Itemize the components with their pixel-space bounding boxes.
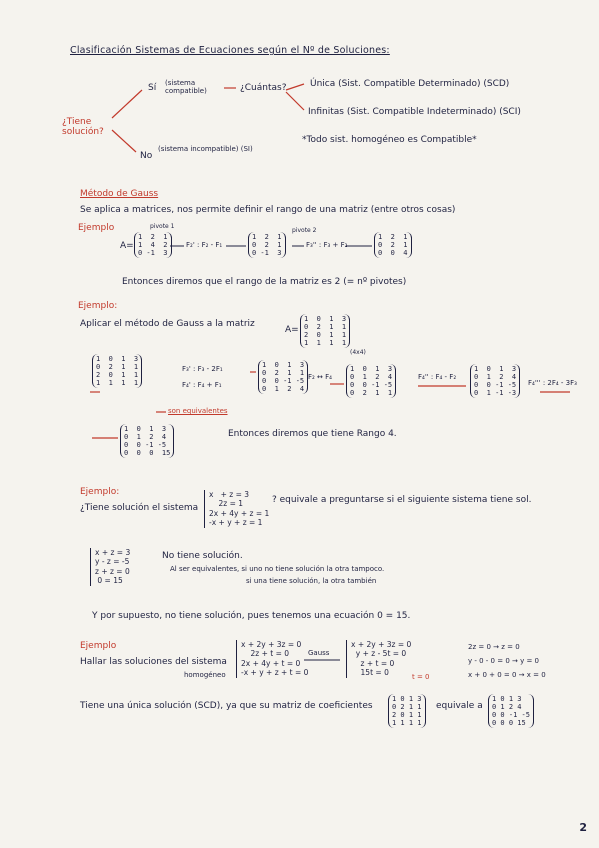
example2-label: Ejemplo: bbox=[78, 301, 118, 311]
example3-system: x + z = 3 2z = 1 2x + 4y + z = 1 -x + y + z = 1 bbox=[204, 490, 269, 528]
example1-label: Ejemplo bbox=[78, 223, 115, 233]
example2-m4: 1 0 1 3 0 1 2 4 0 0 -1 -5 0 1 -1 -3 bbox=[470, 364, 520, 398]
gauss-arrow-label: Gauss bbox=[308, 649, 330, 657]
branch-arrow-yes bbox=[112, 90, 142, 118]
example1-matrix: 1 2 1 1 4 2 0 -1 3 bbox=[134, 232, 172, 258]
example4-sol2: y - 0 - 0 = 0 → y = 0 bbox=[468, 657, 539, 665]
example1-op1: F₂' : F₂ - F₁ bbox=[186, 241, 223, 249]
yes-type: (sistema compatible) bbox=[165, 79, 207, 95]
question-has-solution: ¿Tiene solución? bbox=[62, 117, 104, 137]
example4-label: Ejemplo bbox=[80, 641, 117, 651]
example3-equiv1: Al ser equivalentes, si uno no tiene solución la otra tampoco. bbox=[170, 565, 385, 573]
example1-matrix-name: A= bbox=[120, 241, 134, 251]
example3-system2: x + z = 3 y - z = -5 z + z = 0 0 = 15 bbox=[90, 548, 130, 586]
page-number: 2 bbox=[579, 821, 587, 834]
example1-matrix2: 1 2 1 0 2 1 0 -1 3 bbox=[248, 232, 286, 258]
example3-text1: ¿Tiene solución el sistema bbox=[80, 503, 199, 513]
example4-system: x + 2y + 3z = 0 2z + t = 0 2x + 4y + t = 0 -x + y + z + t = 0 bbox=[236, 640, 308, 678]
how-many-question: ¿Cuántas? bbox=[240, 83, 287, 93]
unique-solution: Única (Sist. Compatible Determinado) (SCD) bbox=[310, 79, 510, 89]
example4-conclusion: Tiene una única solución (SCD), ya que su matriz de coeficientes bbox=[80, 701, 373, 711]
pivot2-label: pivote 2 bbox=[292, 227, 317, 234]
arrow-to-infinite bbox=[286, 92, 304, 110]
example2-m1: 1 0 1 3 0 2 1 1 2 0 1 1 1 1 1 1 bbox=[92, 354, 142, 388]
gauss-intro: Se aplica a matrices, nos permite definir el rango de una matriz (entre otros cosas) bbox=[80, 205, 456, 215]
example4-text2: homogéneo bbox=[184, 671, 226, 679]
equivalent-note: son equivalentes bbox=[168, 407, 228, 415]
example3-text2: ? equivale a preguntarse si el siguiente sistema tiene sol. bbox=[272, 495, 532, 505]
page-heading: Clasificación Sistemas de Ecuaciones según el Nº de Soluciones: bbox=[70, 45, 390, 56]
example4-equiv-to: equivale a bbox=[436, 701, 483, 711]
example1-op2: F₃'' : F₃ + F₂ bbox=[306, 241, 348, 249]
yes-branch: Sí bbox=[148, 83, 157, 93]
example3-label: Ejemplo: bbox=[80, 487, 120, 497]
example2-op1: F₃' : F₃ - 2F₁ bbox=[182, 365, 223, 373]
homogeneous-note: *Todo sist. homogéneo es Compatible* bbox=[302, 135, 477, 145]
example4-sol1: 2z = 0 → z = 0 bbox=[468, 643, 520, 651]
example3-equiv2: si una tiene solución, la otra también bbox=[246, 577, 377, 585]
no-branch: No bbox=[140, 151, 153, 161]
example2-op3: F₄'' : F₄ - F₂ bbox=[418, 373, 457, 381]
example2-matrix-name: A= bbox=[285, 325, 299, 335]
example2-m3: 1 0 1 3 0 1 2 4 0 0 -1 -5 0 2 1 1 bbox=[346, 364, 396, 398]
example2-text: Aplicar el método de Gauss a la matriz bbox=[80, 319, 255, 329]
example4-system2: x + 2y + 3z = 0 y + z - 5t = 0 z + t = 0 15t = 0 bbox=[346, 640, 411, 678]
example2-matrix: 1 0 1 3 0 2 1 1 2 0 1 1 1 1 1 1 bbox=[300, 314, 350, 348]
example4-sol3: x + 0 + 0 = 0 → x = 0 bbox=[468, 671, 546, 679]
example2-m5: 1 0 1 3 0 1 2 4 0 0 -1 -5 0 0 0 15 bbox=[120, 424, 174, 458]
example1-matrix3: 1 2 1 0 2 1 0 0 4 bbox=[374, 232, 412, 258]
branch-arrow-no bbox=[112, 130, 136, 152]
example4-text1: Hallar las soluciones del sistema bbox=[80, 657, 227, 667]
gauss-heading: Método de Gauss bbox=[80, 189, 159, 199]
example4-matrix-b: 1 0 1 3 0 1 2 4 0 0 -1 -5 0 0 0 15 bbox=[488, 694, 534, 728]
example4-t-solution: t = 0 bbox=[412, 673, 430, 681]
example2-size: (4x4) bbox=[350, 349, 366, 356]
example2-conclusion: Entonces diremos que tiene Rango 4. bbox=[228, 429, 397, 439]
example2-op4: F₄''' : 2F₄ - 3F₃ bbox=[528, 379, 577, 387]
example3-final: Y por supuesto, no tiene solución, pues tenemos una ecuación 0 = 15. bbox=[92, 611, 411, 621]
example2-op1b: F₄' : F₄ + F₁ bbox=[182, 381, 222, 389]
example1-conclusion: Entonces diremos que el rango de la matriz es 2 (= nº pivotes) bbox=[122, 277, 407, 287]
pivot1-label: pivote 1 bbox=[150, 223, 175, 230]
arrow-to-unique bbox=[286, 84, 304, 90]
example3-no-solution: No tiene solución. bbox=[162, 551, 243, 561]
infinite-solutions: Infinitas (Sist. Compatible Indeterminado) (SCI) bbox=[308, 107, 521, 117]
example2-op2: F₂ ↔ F₄ bbox=[308, 373, 332, 381]
example2-m2: 1 0 1 3 0 2 1 1 0 0 -1 -5 0 1 2 4 bbox=[258, 360, 308, 394]
no-type: (sistema incompatible) (SI) bbox=[158, 145, 253, 153]
example4-matrix-a: 1 0 1 3 0 2 1 1 2 0 1 1 1 1 1 1 bbox=[388, 694, 426, 728]
